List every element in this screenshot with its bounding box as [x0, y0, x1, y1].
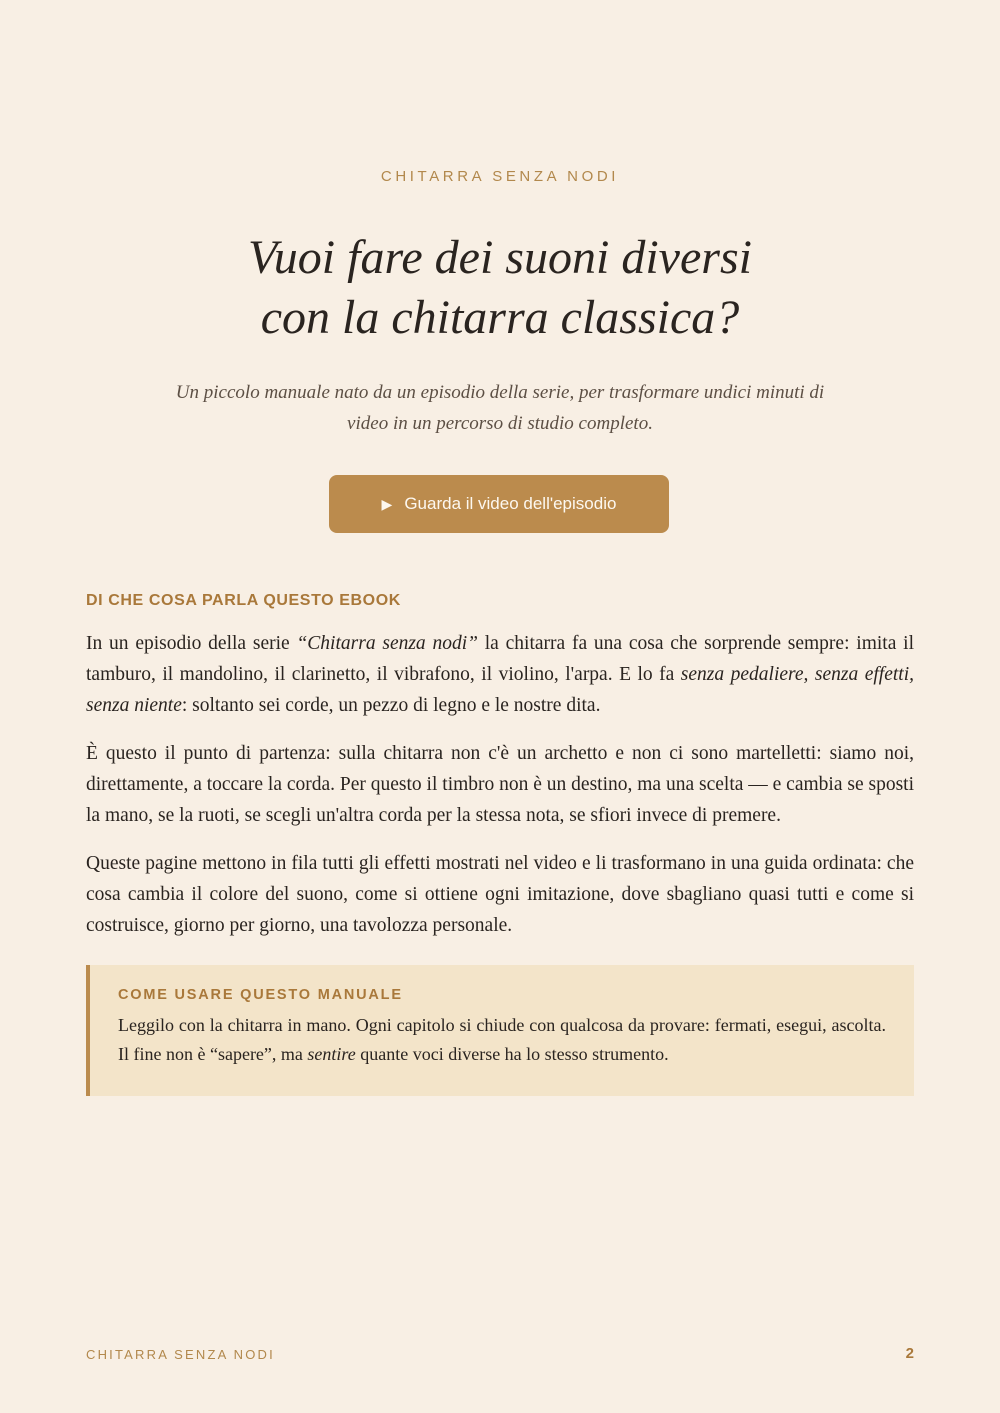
- paragraph-intro-a: In un episodio della serie: [86, 633, 297, 654]
- callout-text-c: quante voci diverse ha lo stesso strumento.: [355, 1044, 669, 1064]
- paragraph-intro: [86, 628, 914, 721]
- page-title: [0, 228, 1000, 348]
- paragraph-intro-emphasis: senza pedaliere, senza effetti, senza niente: [86, 664, 915, 716]
- page-number: 2: [905, 1345, 914, 1362]
- play-icon: ▶: [381, 496, 393, 512]
- series-title-quote: “Chitarra senza nodi”: [296, 633, 478, 654]
- paragraph-starting-point: È questo il punto di partenza: sulla chitarra non c'è un archetto e non ci sono martelletti: siamo noi, direttamente, a toccare la corda. Per questo il timbro non è un destino, ma una scelta — e cambia se sposti la mano, se la ruoti, se scegli un'altra corda per la stessa nota, se sfiori invece di premere.: [86, 743, 914, 826]
- watch-video-label: Guarda il video dell'episodio: [404, 494, 617, 513]
- paragraph-intro-c: la chitarra fa una cosa che sorprende sempre: imita il tamburo, il mandolino, il clarinetto, il vibrafono, il violino, l'arpa. E lo fa: [86, 633, 914, 685]
- section-heading: DI CHE COSA PARLA QUESTO EBOOK: [86, 592, 401, 609]
- watch-video-button[interactable]: [329, 475, 669, 533]
- callout-emphasis: sentire: [307, 1044, 356, 1064]
- usage-callout: [86, 965, 914, 1096]
- series-kicker: CHITARRA SENZA NODI: [380, 168, 620, 185]
- footer-series-name: CHITARRA SENZA NODI: [86, 1347, 275, 1362]
- callout-text-a: Leggilo con la chitarra in mano. Ogni capitolo si chiude con qualcosa da provare: fermati, esegui, ascolta. Il fine non è “sapere”, ma: [118, 1015, 886, 1064]
- callout-text: [118, 1011, 886, 1069]
- page-subtitle: Un piccolo manuale nato da un episodio della serie, per trasformare undici minuti di video in un percorso di studio completo.: [175, 382, 825, 434]
- paragraph-guide: Queste pagine mettono in fila tutti gli effetti mostrati nel video e li trasformano in una guida ordinata: che cosa cambia il colore del suono, come si ottiene ogni imitazione, dove sbagliano quasi tutti e come si costruisce, giorno per giorno, una tavolozza personale.: [86, 853, 914, 936]
- paragraph-intro-e: : soltanto sei corde, un pezzo di legno e le nostre dita.: [181, 695, 601, 716]
- callout-heading: COME USARE QUESTO MANUALE: [118, 987, 403, 1003]
- title-line-1: Vuoi fare dei suoni diversi: [248, 231, 752, 284]
- title-line-2: con la chitarra classica?: [260, 291, 740, 344]
